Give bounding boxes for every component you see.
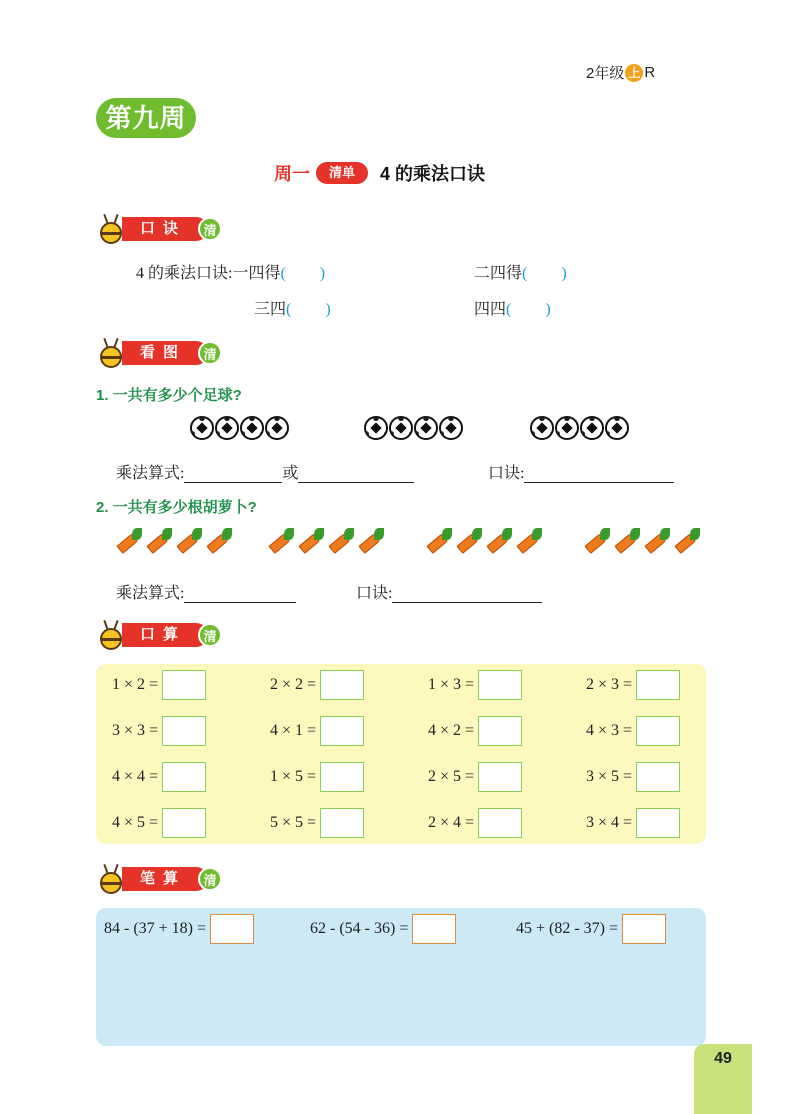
oral-item: 1 × 5 = — [270, 762, 364, 792]
soccer-group — [190, 416, 289, 440]
rhyme-label: 口诀: — [488, 465, 525, 482]
answer-box[interactable] — [478, 716, 522, 746]
koujue-item: 三四 — [254, 301, 287, 318]
oral-item: 4 × 4 = — [112, 762, 206, 792]
term-badge: 上 — [625, 64, 643, 82]
carrot-icon — [116, 528, 142, 556]
answer-box[interactable] — [162, 762, 206, 792]
oral-item: 2 × 4 = — [428, 808, 522, 838]
q1-rhyme-row — [488, 460, 674, 483]
section-header-kantu — [94, 336, 222, 370]
oral-item: 2 × 3 = — [586, 670, 680, 700]
oral-item: 4 × 5 = — [112, 808, 206, 838]
section-header-koujue — [94, 212, 222, 246]
koujue-row-1: 4 的乘法口诀:一四得( ) — [136, 265, 326, 282]
section-header-bisuan — [94, 862, 222, 896]
written-item: 84 - (37 + 18) = — [104, 914, 254, 944]
carrot-group — [584, 528, 700, 556]
oral-item: 3 × 4 = — [586, 808, 680, 838]
grade-prefix: 2年级 — [586, 65, 625, 82]
answer-box[interactable] — [636, 808, 680, 838]
soccer-ball-icon — [389, 416, 413, 440]
rhyme-blank[interactable] — [524, 467, 674, 483]
answer-box[interactable] — [478, 670, 522, 700]
answer-box[interactable] — [478, 762, 522, 792]
section-label: 口算 — [122, 623, 208, 647]
koujue-item: 一四得 — [232, 265, 281, 282]
answer-box[interactable] — [320, 808, 364, 838]
soccer-ball-icon — [530, 416, 554, 440]
oral-item: 1 × 2 = — [112, 670, 206, 700]
formula-blank[interactable] — [298, 467, 414, 483]
oral-item: 2 × 2 = — [270, 670, 364, 700]
carrot-group — [426, 528, 542, 556]
answer-box[interactable] — [162, 716, 206, 746]
q1-answer-row — [116, 460, 414, 483]
soccer-ball-icon — [364, 416, 388, 440]
carrot-icon — [176, 528, 202, 556]
section-mark: 清 — [198, 623, 222, 647]
carrot-group — [268, 528, 384, 556]
answer-box[interactable] — [478, 808, 522, 838]
soccer-ball-icon — [190, 416, 214, 440]
formula-blank[interactable] — [184, 467, 282, 483]
section-mark: 清 — [198, 217, 222, 241]
soccer-ball-icon — [414, 416, 438, 440]
answer-box[interactable] — [320, 762, 364, 792]
oral-item: 1 × 3 = — [428, 670, 522, 700]
soccer-ball-icon — [215, 416, 239, 440]
carrot-icon — [358, 528, 384, 556]
carrot-icon — [268, 528, 294, 556]
bee-icon — [94, 212, 128, 246]
carrot-icon — [486, 528, 512, 556]
carrot-icon — [328, 528, 354, 556]
bee-icon — [94, 862, 128, 896]
carrot-icon — [146, 528, 172, 556]
oral-item: 2 × 5 = — [428, 762, 522, 792]
rhyme-blank[interactable] — [392, 587, 542, 603]
written-item: 62 - (54 - 36) = — [310, 914, 456, 944]
q2-answer-row — [116, 580, 296, 603]
answer-box[interactable] — [162, 670, 206, 700]
soccer-ball-icon — [240, 416, 264, 440]
or-label: 或 — [282, 465, 299, 482]
koujue-row-2b: 四四( ) — [474, 301, 551, 318]
carrot-icon — [206, 528, 232, 556]
grade-suffix: R — [644, 64, 656, 81]
carrot-icon — [644, 528, 670, 556]
formula-label: 乘法算式: — [116, 585, 185, 602]
carrot-icon — [674, 528, 700, 556]
rhyme-label: 口诀: — [356, 585, 393, 602]
title-tag: 清单 — [316, 162, 368, 184]
answer-box[interactable] — [636, 670, 680, 700]
koujue-item: 四四 — [474, 301, 507, 318]
oral-item: 4 × 2 = — [428, 716, 522, 746]
answer-box[interactable] — [320, 716, 364, 746]
answer-box[interactable] — [412, 914, 456, 944]
title-day: 周一 — [274, 164, 310, 184]
answer-box[interactable] — [636, 762, 680, 792]
answer-box[interactable] — [622, 914, 666, 944]
section-label: 看图 — [122, 341, 208, 365]
bee-icon — [94, 336, 128, 370]
oral-item: 4 × 3 = — [586, 716, 680, 746]
section-mark: 清 — [198, 341, 222, 365]
q2-rhyme-row — [356, 580, 542, 603]
page-number: 49 — [694, 1044, 752, 1114]
answer-box[interactable] — [636, 716, 680, 746]
section-mark: 清 — [198, 867, 222, 891]
soccer-ball-icon — [580, 416, 604, 440]
oral-item: 5 × 5 = — [270, 808, 364, 838]
koujue-row-1b: 二四得( ) — [474, 265, 567, 282]
oral-item: 4 × 1 = — [270, 716, 364, 746]
section-header-kousuan — [94, 618, 222, 652]
carrot-icon — [584, 528, 610, 556]
title-topic: 4 的乘法口诀 — [380, 164, 486, 184]
soccer-group — [530, 416, 629, 440]
formula-blank[interactable] — [184, 587, 296, 603]
bee-icon — [94, 618, 128, 652]
answer-box[interactable] — [210, 914, 254, 944]
oral-item: 3 × 3 = — [112, 716, 206, 746]
soccer-ball-icon — [439, 416, 463, 440]
koujue-row-2: 三四( ) — [254, 301, 331, 318]
carrot-icon — [614, 528, 640, 556]
carrot-icon — [298, 528, 324, 556]
koujue-item: 二四得 — [474, 265, 523, 282]
soccer-ball-icon — [555, 416, 579, 440]
koujue-prefix: 4 的乘法口诀: — [136, 265, 233, 282]
carrot-icon — [426, 528, 452, 556]
answer-box[interactable] — [320, 670, 364, 700]
question-1: 1. 一共有多少个足球? — [96, 387, 242, 404]
answer-box[interactable] — [162, 808, 206, 838]
week-badge: 第九周 — [96, 98, 196, 138]
soccer-ball-icon — [265, 416, 289, 440]
page-title — [274, 160, 485, 186]
question-2: 2. 一共有多少根胡萝卜? — [96, 499, 257, 516]
formula-label: 乘法算式: — [116, 465, 185, 482]
oral-item: 3 × 5 = — [586, 762, 680, 792]
carrot-group — [116, 528, 232, 556]
section-label: 口诀 — [122, 217, 208, 241]
soccer-ball-icon — [605, 416, 629, 440]
soccer-group — [364, 416, 463, 440]
grade-label — [586, 62, 655, 83]
carrot-icon — [516, 528, 542, 556]
written-item: 45 + (82 - 37) = — [516, 914, 666, 944]
carrot-icon — [456, 528, 482, 556]
section-label: 笔算 — [122, 867, 208, 891]
